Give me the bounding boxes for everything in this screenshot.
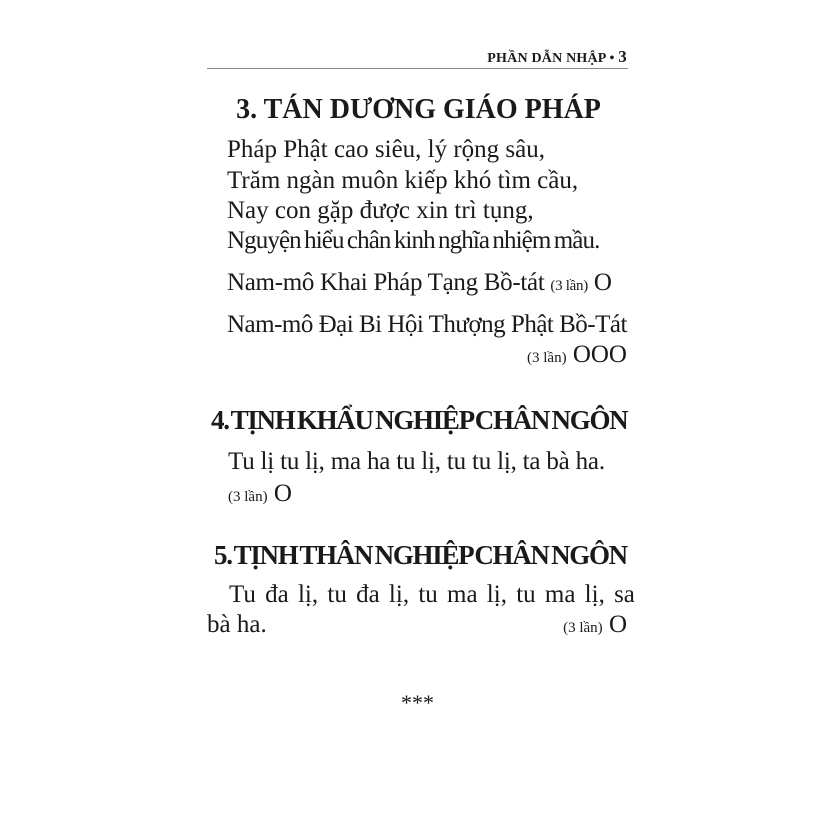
repeat-count: (3 lần) [228, 489, 268, 505]
invocation-count-line [527, 341, 627, 369]
section-title-4: 4. TỊNH KHẨU NGHIỆP CHÂN NGÔN [211, 405, 628, 435]
running-title: PHẦN DẪN NHẬP [487, 51, 606, 66]
section-title-3: 3. TÁN DƯƠNG GIÁO PHÁP [236, 94, 601, 125]
bell-mark: OOO [572, 341, 627, 368]
verse-line: Pháp Phật cao siêu, lý rộng sâu, [227, 136, 546, 163]
repeat-count: (3 lần) [550, 278, 588, 294]
header-bullet: • [609, 51, 615, 66]
mantra-count-line [563, 611, 627, 639]
mantra-line: Tu lị tu lị, ma ha tu lị, tu tu lị, ta bà ha. [228, 448, 605, 475]
page-number: 3 [618, 47, 627, 66]
repeat-count: (3 lần) [527, 350, 567, 366]
repeat-count: (3 lần) [563, 620, 603, 636]
bell-mark: O [593, 269, 612, 296]
section-title-5: 5. TỊNH THÂN NGHIỆP CHÂN NGÔN [214, 540, 627, 570]
end-mark: *** [401, 690, 434, 715]
bell-mark: O [608, 611, 627, 638]
mantra-line: bà ha. [207, 611, 267, 638]
verse-line: Trăm ngàn muôn kiếp khó tìm cầu, [227, 167, 579, 194]
invocation-line [227, 269, 612, 297]
invocation-line: Nam-mô Đại Bi Hội Thượng Phật Bồ-Tát [227, 311, 627, 338]
verse-line: Nay con gặp được xin trì tụng, [227, 197, 534, 224]
running-header [487, 47, 627, 67]
bell-mark: O [273, 480, 292, 507]
invocation-text: Nam-mô Khai Pháp Tạng Bồ-tát [227, 269, 545, 296]
header-rule [207, 68, 628, 69]
verse-line: Nguyện hiểu chân kinh nghĩa nhiệm mầu. [227, 227, 600, 254]
mantra-line: Tu đa lị, tu đa lị, tu ma lị, tu ma lị, sa [229, 581, 635, 608]
mantra-count-line [228, 480, 292, 508]
